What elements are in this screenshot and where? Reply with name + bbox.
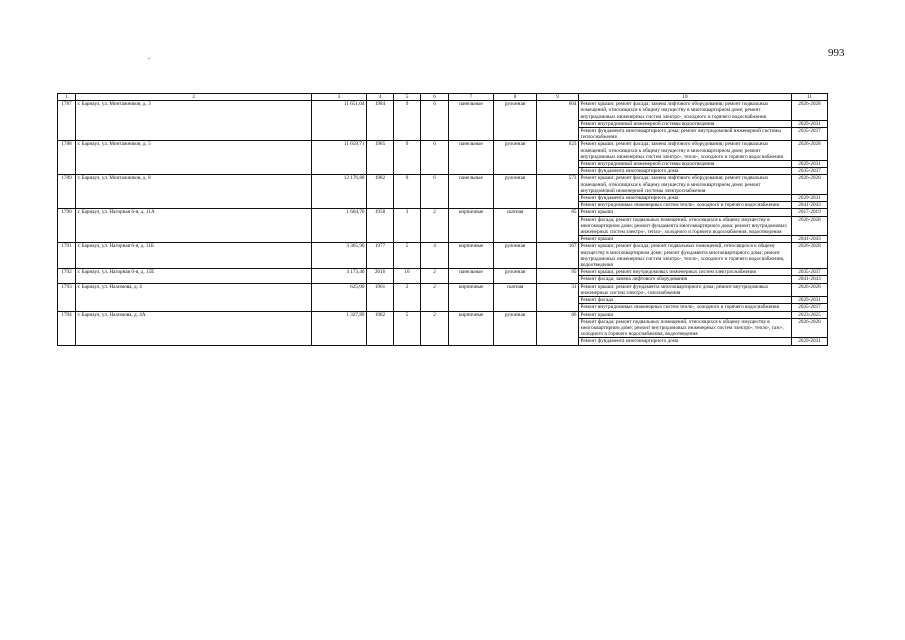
cell-roof: рулонная: [494, 269, 537, 283]
cell-work-period: 2029-2031: [792, 120, 828, 127]
table-row: [58, 141, 828, 161]
cell-work-period: 2029-2031: [792, 195, 828, 202]
cell-address: г. Барнаул, ул. Нагорная 6-я, д. 11А: [76, 209, 312, 243]
cell-walls: кирпичные: [449, 283, 494, 311]
cell-work-period: 2029-2031: [792, 297, 828, 304]
cell-address: г. Барнаул, ул. Монтажников, д. 3: [76, 101, 312, 141]
cell-address: г. Барнаул, ул. Нагорная 6-я, д. 11Б: [76, 243, 312, 269]
cell-work-period: 2026-2028: [792, 243, 828, 269]
cell-num: 1788: [58, 141, 76, 175]
cell-work-period: 2035-2037: [792, 128, 828, 141]
cell-address: г. Барнаул, ул. Нахимова, д. 4А: [76, 311, 312, 345]
cell-work-description: Ремонт фундамента многоквартирного дома; ремонт внутридомовой инженерной системы теплоснабжения: [579, 128, 792, 141]
cell-roof: рулонная: [494, 101, 537, 141]
cell-work-description: Ремонт внутридомовой инженерной системы водоотведения: [579, 161, 792, 168]
cell-roof: скатная: [494, 283, 537, 311]
cell-year: 1984: [367, 101, 394, 141]
cell-floors: 9: [394, 175, 421, 209]
cell-work-period: 2035-2037: [792, 269, 828, 276]
cell-year: 1961: [367, 283, 394, 311]
cell-roof: рулонная: [494, 141, 537, 175]
cell-floors: 9: [394, 141, 421, 175]
cell-floors: 5: [394, 243, 421, 269]
cell-year: 1982: [367, 175, 394, 209]
cell-work-period: 2026-2028: [792, 318, 828, 338]
cell-work-period: 2035-2037: [792, 304, 828, 311]
registry-table: [57, 93, 828, 346]
cell-residents: 66: [537, 311, 579, 345]
cell-walls: панельные: [449, 175, 494, 209]
table-row: [58, 311, 828, 318]
cell-walls: кирпичные: [449, 209, 494, 243]
cell-year: 1982: [367, 311, 394, 345]
column-header-4: 4: [367, 94, 394, 101]
table-row: [58, 175, 828, 195]
cell-residents: 167: [537, 243, 579, 269]
cell-work-period: 2026-2028: [792, 175, 828, 195]
cell-walls: панельные: [449, 101, 494, 141]
cell-work-description: Ремонт внутридомовых инженерных систем тепло-, холодного и горячего водоснабжения: [579, 202, 792, 209]
column-header-10: 10: [579, 94, 792, 101]
cell-work-description: Ремонт фасада; ремонт подвальных помещений, относящихся к общему имуществу в многоквартирном доме; ремонт внутридомовых инженерных систем электро-, тепло-, газо-, холодного и горячего водоснабжения, водоотведения: [579, 318, 792, 338]
column-header-6: 6: [421, 94, 449, 101]
table-body: [58, 101, 828, 345]
cell-roof: скатная: [494, 209, 537, 243]
cell-floors: 5: [394, 311, 421, 345]
cell-entrances: 2: [421, 283, 449, 311]
cell-walls: кирпичные: [449, 243, 494, 269]
cell-work-period: 2041-2043: [792, 276, 828, 283]
column-header-2: 2: [76, 94, 312, 101]
cell-area: 3 365,90: [312, 243, 367, 269]
cell-work-description: Ремонт фасада; замена лифтового оборудования: [579, 276, 792, 283]
cell-work-period: 2035-2037: [792, 168, 828, 175]
cell-entrances: 2: [421, 311, 449, 345]
cell-roof: рулонная: [494, 175, 537, 209]
cell-residents: 604: [537, 101, 579, 141]
cell-work-period: 2029-2031: [792, 161, 828, 168]
cell-work-period: 2041-2043: [792, 202, 828, 209]
table-row: [58, 243, 828, 269]
cell-area: 11 651,04: [312, 101, 367, 141]
cell-entrances: 2: [421, 209, 449, 243]
column-header-9: 9: [537, 94, 579, 101]
cell-address: г. Барнаул, ул. Нагорная 6-я, д. 15Е: [76, 269, 312, 283]
cell-area: 1 327,89: [312, 311, 367, 345]
cell-work-period: 2041-2043: [792, 236, 828, 243]
cell-work-description: Ремонт крыши; ремонт фасада; замена лифтового оборудования; ремонт подвальных помещений, относящихся к общему имуществу в многоквартирном доме; ремонт внутридомовых инженерных систем электро-, тепло-, холодного и горячего водоснабжения: [579, 141, 792, 161]
cell-work-description: Ремонт крыши: [579, 209, 792, 216]
cell-area: 11 659,71: [312, 141, 367, 175]
cell-work-description: Ремонт крыши; ремонт фасада; замена лифтового оборудования; ремонт подвальных помещений, относящихся к общему имуществу в многоквартирном доме; ремонт внутридомовых инженерных систем электро-, холодного и горячего водоснабжения: [579, 101, 792, 121]
cell-num: 1794: [58, 311, 76, 345]
cell-work-description: Ремонт крыши; ремонт фасада; ремонт подвальных помещений, относящихся к общему имуществу в многоквартирном доме; ремонт фундамента многоквартирного дома; ремонт внутридомовых инженерных систем электро-, тепло-, холодного и горячего водоснабжения, водоотведения: [579, 243, 792, 269]
cell-num: 1790: [58, 209, 76, 243]
cell-work-period: 2023-2025: [792, 311, 828, 318]
cell-work-description: Ремонт крыши: [579, 236, 792, 243]
cell-num: 1791: [58, 243, 76, 269]
cell-entrances: 6: [421, 141, 449, 175]
cell-floors: 3: [394, 209, 421, 243]
cell-roof: рулонная: [494, 243, 537, 269]
cell-work-description: Ремонт фундамента многоквартирного дома: [579, 338, 792, 345]
cell-work-description: Ремонт крыши; ремонт внутридомовых инженерных систем электроснабжения: [579, 269, 792, 276]
cell-work-period: 2026-2028: [792, 216, 828, 236]
cell-work-period: 2026-2028: [792, 141, 828, 161]
cell-work-description: Ремонт внутридомовой инженерной системы водоотведения: [579, 120, 792, 127]
cell-year: 1985: [367, 141, 394, 175]
cell-work-description: Ремонт фасада: [579, 297, 792, 304]
cell-floors: 2: [394, 283, 421, 311]
table-row: [58, 283, 828, 296]
cell-work-description: Ремонт фундамента многоквартирного дома: [579, 168, 792, 175]
cell-entrances: 6: [421, 175, 449, 209]
cell-work-period: 2017-2019: [792, 209, 828, 216]
column-header-1: 1: [58, 94, 76, 101]
cell-area: 12 176,80: [312, 175, 367, 209]
column-header-3: 3: [312, 94, 367, 101]
cell-floors: 9: [394, 101, 421, 141]
cell-work-period: 2029-2031: [792, 338, 828, 345]
column-header-5: 5: [394, 94, 421, 101]
cell-work-description: Ремонт крыши: [579, 311, 792, 318]
table-row: [58, 209, 828, 216]
cell-residents: 31: [537, 283, 579, 311]
cell-walls: кирпичные: [449, 311, 494, 345]
cell-year: 1958: [367, 209, 394, 243]
cell-floors: 10: [394, 269, 421, 283]
table-row: [58, 269, 828, 276]
cell-num: 1792: [58, 269, 76, 283]
cell-work-period: 2026-2028: [792, 101, 828, 121]
cell-year: 2016: [367, 269, 394, 283]
cell-area: 625,00: [312, 283, 367, 311]
cell-year: 1977: [367, 243, 394, 269]
cell-address: г. Барнаул, ул. Монтажников, д. 5: [76, 141, 312, 175]
cell-entrances: 2: [421, 269, 449, 283]
cell-residents: 95: [537, 269, 579, 283]
column-header-8: 8: [494, 94, 537, 101]
cell-work-description: Ремонт крыши; ремонт фасада; замена лифтового оборудования; ремонт подвальных помещений, относящихся к общему имуществу в многоквартирном доме; ремонт внутридомовой инженерной системы электроснабжения: [579, 175, 792, 195]
column-header-7: 7: [449, 94, 494, 101]
column-header-11: 11: [792, 94, 828, 101]
cell-work-description: Ремонт крыши; ремонт фундамента многоквартирного дома; ремонт внутридомовых инженерных систем электро-, газоснабжения: [579, 283, 792, 296]
cell-residents: 573: [537, 175, 579, 209]
cell-residents: 85: [537, 209, 579, 243]
table-row: [58, 101, 828, 121]
cell-entrances: 4: [421, 243, 449, 269]
scan-dot: .: [148, 52, 150, 61]
cell-num: 1793: [58, 283, 76, 311]
cell-work-period: 2026-2028: [792, 283, 828, 296]
cell-area: 1 604,70: [312, 209, 367, 243]
cell-num: 1789: [58, 175, 76, 209]
cell-area: 4 173,40: [312, 269, 367, 283]
cell-roof: рулонная: [494, 311, 537, 345]
cell-work-description: Ремонт внутридомовых инженерных систем тепло-, холодного и горячего водоснабжения: [579, 304, 792, 311]
cell-num: 1787: [58, 101, 76, 141]
cell-walls: панельные: [449, 141, 494, 175]
cell-work-description: Ремонт фундамента многоквартирного дома: [579, 195, 792, 202]
cell-walls: панельные: [449, 269, 494, 283]
page-number: 993: [828, 47, 845, 59]
cell-residents: 623: [537, 141, 579, 175]
header-row: [58, 94, 828, 101]
cell-address: г. Барнаул, ул. Монтажников, д. 8: [76, 175, 312, 209]
cell-address: г. Барнаул, ул. Нахимова, д. 4: [76, 283, 312, 311]
cell-work-description: Ремонт фасада; ремонт подвальных помещений, относящихся к общему имуществу в многоквартирном доме; ремонт фундамента многоквартирного дома; ремонт внутридомовых инженерных систем электро-, тепло-, холодного и горячего водоснабжения, водоотведения: [579, 216, 792, 236]
cell-entrances: 6: [421, 101, 449, 141]
